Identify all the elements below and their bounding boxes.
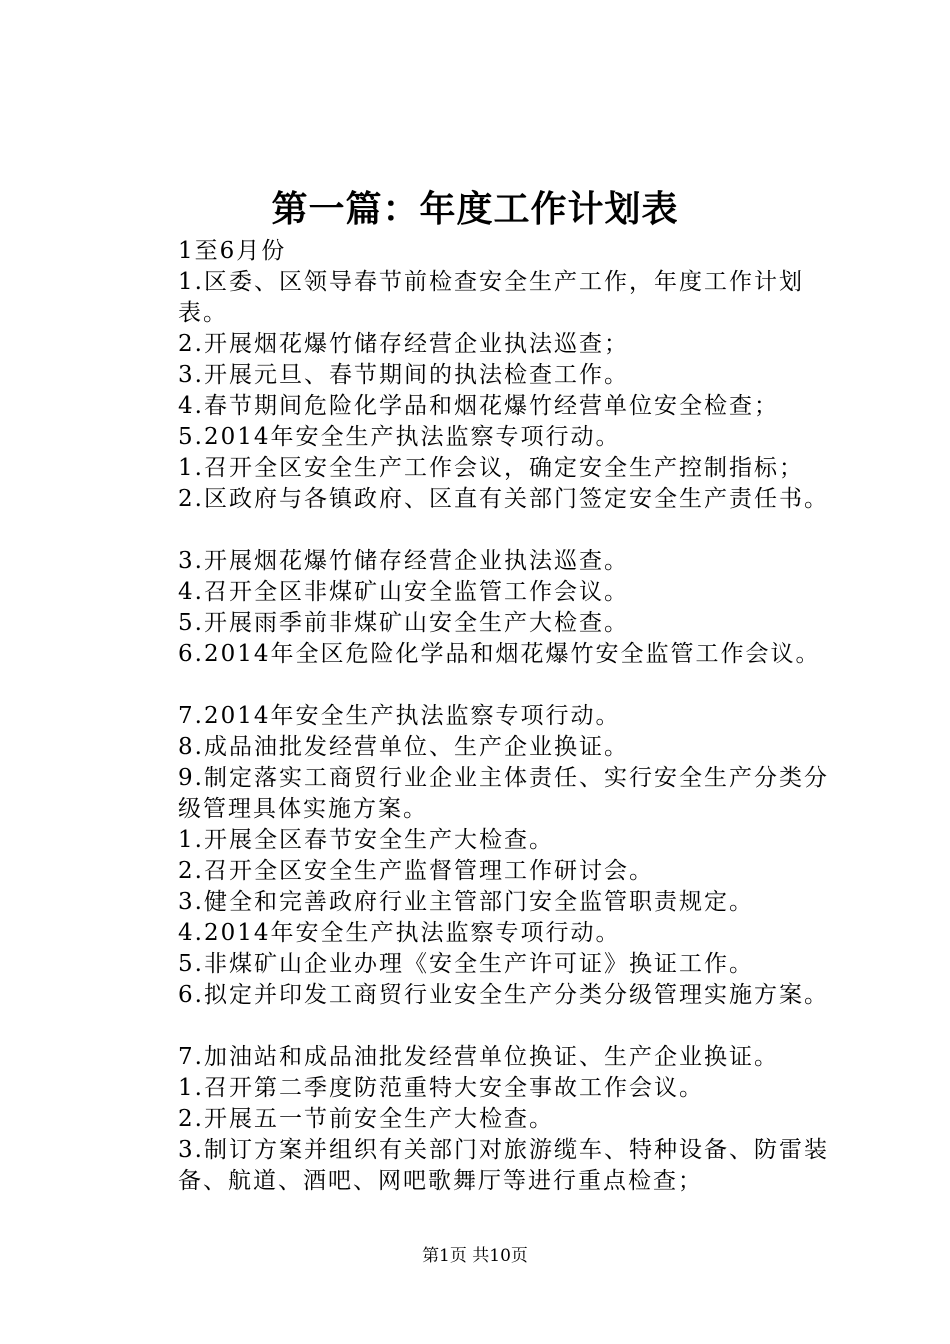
paragraph-line: 3.开展元旦、春节期间的执法检查工作。	[178, 362, 629, 388]
blank-line	[128, 515, 840, 546]
paragraph-line: 1至6月份	[178, 238, 287, 264]
paragraph-line: 8.成品油批发经营单位、生产企业换证。	[178, 734, 629, 760]
paragraph-line: 2.开展五一节前安全生产大检查。	[178, 1106, 554, 1132]
paragraph-line: 1.召开第二季度防范重特大安全事故工作会议。	[178, 1075, 704, 1101]
paragraph-line: 1.区委、区领导春节前检查安全生产工作，年度工作计划表。	[178, 269, 804, 326]
paragraph-line: 2.开展烟花爆竹储存经营企业执法巡查；	[178, 331, 629, 357]
paragraph-line: 3.健全和完善政府行业主管部门安全监管职责规定。	[178, 889, 754, 915]
document-title: 第一篇：年度工作计划表	[271, 188, 679, 230]
blank-line	[128, 1011, 840, 1042]
paragraph-line: 5.开展雨季前非煤矿山安全生产大检查。	[178, 610, 629, 636]
paragraph-line: 2.召开全区安全生产监督管理工作研讨会。	[178, 858, 654, 884]
paragraph-line: 5.2014年安全生产执法监察专项行动。	[178, 424, 621, 450]
paragraph-line: 5.非煤矿山企业办理《安全生产许可证》换证工作。	[178, 951, 754, 977]
document-body	[128, 236, 840, 1197]
paragraph-line: 9.制定落实工商贸行业企业主体责任、实行安全生产分类分级管理具体实施方案。	[178, 765, 829, 822]
paragraph-line: 4.召开全区非煤矿山安全监管工作会议。	[178, 579, 629, 605]
paragraph-line: 7.2014年安全生产执法监察专项行动。	[178, 703, 621, 729]
page-footer: 第1页 共10页	[422, 1246, 528, 1266]
paragraph-line: 7.加油站和成品油批发经营单位换证、生产企业换证。	[178, 1044, 779, 1070]
paragraph-line: 3.制订方案并组织有关部门对旅游缆车、特种设备、防雷装备、航道、酒吧、网吧歌舞厅等进行重点检查；	[178, 1137, 829, 1194]
paragraph-line: 4.春节期间危险化学品和烟花爆竹经营单位安全检查；	[178, 393, 779, 419]
paragraph-line: 3.开展烟花爆竹储存经营企业执法巡查。	[178, 548, 629, 574]
paragraph-line: 1.召开全区安全生产工作会议，确定安全生产控制指标；	[178, 455, 804, 481]
paragraph-line: 2.区政府与各镇政府、区直有关部门签定安全生产责任书。	[178, 486, 829, 512]
paragraph-line: 6.2014年全区危险化学品和烟花爆竹安全监管工作会议。	[178, 641, 821, 667]
paragraph-line: 6.拟定并印发工商贸行业安全生产分类分级管理实施方案。	[178, 982, 829, 1008]
paragraph-line: 1.开展全区春节安全生产大检查。	[178, 827, 554, 853]
blank-line	[128, 670, 840, 701]
paragraph-line: 4.2014年安全生产执法监察专项行动。	[178, 920, 621, 946]
